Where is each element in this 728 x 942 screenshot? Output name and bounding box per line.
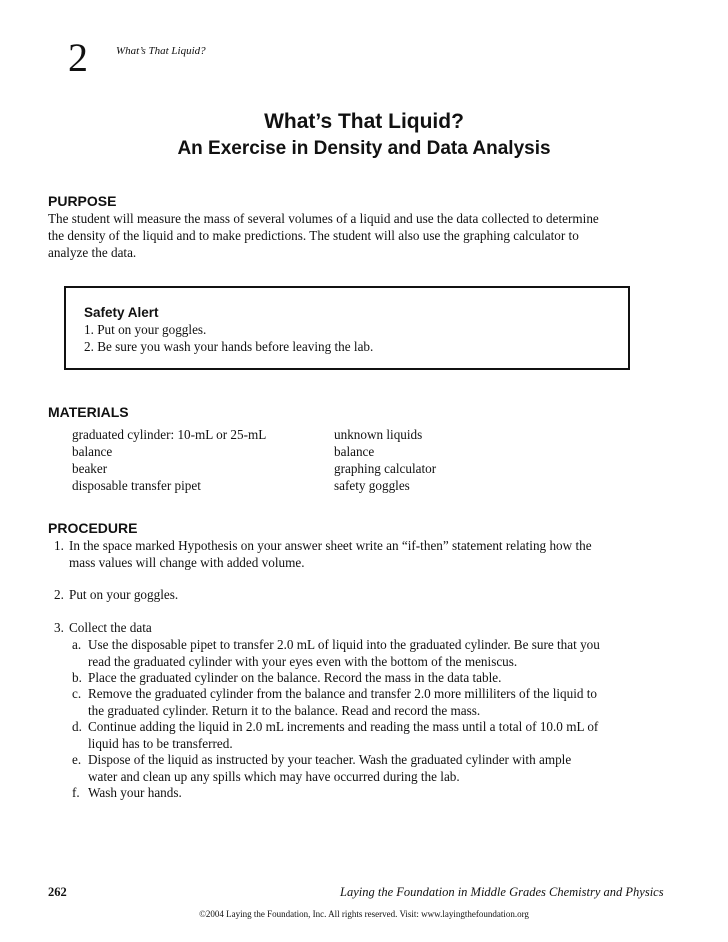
substep-d [72, 719, 662, 752]
material-item: balance [72, 444, 113, 459]
procedure-heading: PROCEDURE [48, 520, 138, 536]
material-item: beaker [72, 461, 108, 476]
book-title: Laying the Foundation in Middle Grades Chemistry and Physics [340, 885, 664, 899]
substep-line: water and clean up any spills which may have occurred during the lab. [88, 768, 460, 784]
procedure-step-3 [54, 620, 152, 637]
step-text-cont: mass values will change with added volume. [69, 554, 305, 570]
copyright-notice: ©2004 Laying the Foundation, Inc. All rights reserved. Visit: www.layingthefoundation.org [199, 909, 529, 919]
chapter-title: What’s That Liquid? [116, 45, 206, 57]
substep-e [72, 752, 662, 785]
material-item: graphing calculator [334, 461, 437, 476]
substep-label: b. [72, 670, 82, 685]
substep-b [72, 670, 662, 687]
substep-line: Continue adding the liquid in 2.0 mL increments and reading the mass until a total of 10.0 mL of [88, 719, 599, 734]
substep-label: e. [72, 752, 82, 767]
materials-heading: MATERIALS [48, 404, 129, 420]
step-text: Collect the data [69, 620, 152, 635]
procedure-step-1 [54, 538, 592, 571]
substep-a [72, 637, 662, 670]
safety-item: 1. Put on your goggles. [84, 322, 207, 337]
safety-item: 2. Be sure you wash your hands before leaving the lab. [84, 339, 374, 354]
step-number: 3. [54, 620, 64, 635]
step-number: 1. [54, 538, 64, 553]
substep-line: Remove the graduated cylinder from the balance and transfer 2.0 more milliliters of the liquid to [88, 686, 598, 701]
substep-label: f. [72, 785, 80, 800]
substep-line: Place the graduated cylinder on the balance. Record the mass in the data table. [88, 670, 502, 685]
step-text: Put on your goggles. [69, 587, 179, 602]
substep-label: a. [72, 637, 82, 652]
page-title: What’s That Liquid? [264, 110, 464, 133]
page-subtitle: An Exercise in Density and Data Analysis [177, 138, 551, 159]
chapter-number: 2 [68, 35, 88, 80]
procedure-step-2 [54, 587, 178, 604]
material-item: graduated cylinder: 10-mL or 25-mL [72, 427, 267, 442]
substep-line: Dispose of the liquid as instructed by your teacher. Wash the graduated cylinder with ample [88, 752, 572, 767]
material-item: balance [334, 444, 375, 459]
step-number: 2. [54, 587, 64, 602]
safety-alert-title: Safety Alert [84, 305, 159, 320]
purpose-heading: PURPOSE [48, 193, 117, 209]
substep-line: liquid has to be transferred. [88, 735, 233, 751]
material-item: unknown liquids [334, 427, 423, 442]
purpose-text [48, 210, 658, 261]
substep-f [72, 785, 662, 802]
purpose-line: the density of the liquid and to make predictions. The student will also use the graphing calculator to [48, 228, 579, 243]
substep-line: read the graduated cylinder with your eyes even with the bottom of the meniscus. [88, 653, 518, 669]
step-text: In the space marked Hypothesis on your answer sheet write an “if-then” statement relating how the [69, 538, 592, 553]
substep-label: c. [72, 686, 82, 701]
substep-line: Wash your hands. [88, 785, 182, 800]
purpose-line: analyze the data. [48, 245, 137, 260]
materials-left-column [72, 426, 266, 494]
substep-label: d. [72, 719, 82, 734]
purpose-line: The student will measure the mass of several volumes of a liquid and use the data collected to determine [48, 211, 599, 226]
safety-alert-box [64, 286, 630, 370]
page-number: 262 [48, 885, 67, 899]
substep-c [72, 686, 662, 719]
safety-alert-list [84, 321, 373, 355]
substep-line: Use the disposable pipet to transfer 2.0 mL of liquid into the graduated cylinder. Be sure that you [88, 637, 600, 652]
substep-line: the graduated cylinder. Return it to the balance. Read and record the mass. [88, 702, 481, 718]
material-item: disposable transfer pipet [72, 478, 201, 493]
material-item: safety goggles [334, 478, 410, 493]
materials-right-column [334, 426, 436, 494]
